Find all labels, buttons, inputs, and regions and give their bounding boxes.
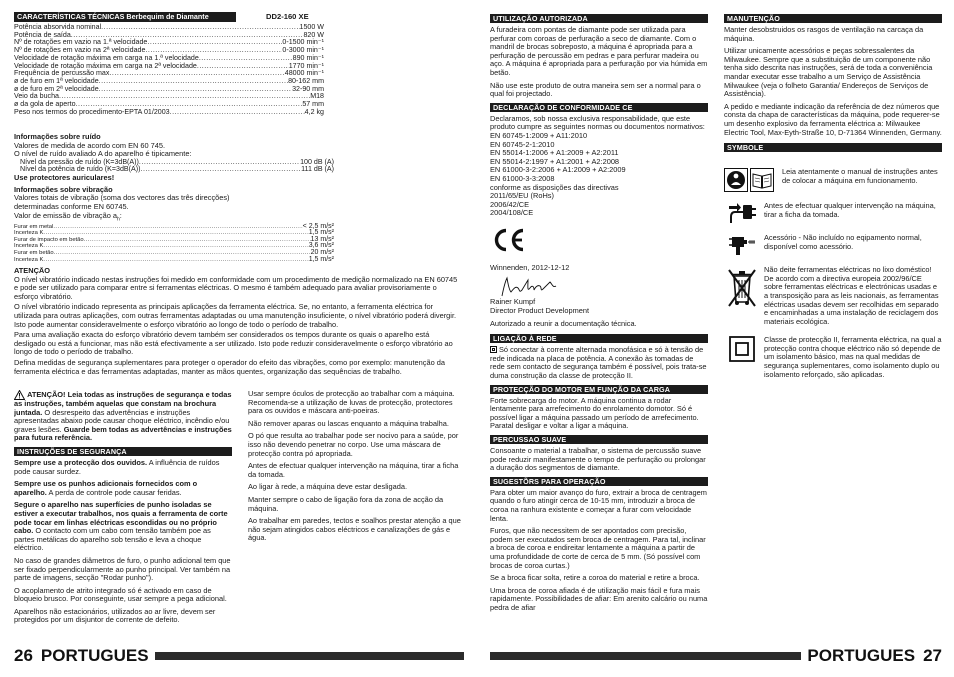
ce-standard-line: EN 60745-2-1:2010 bbox=[490, 139, 555, 149]
maintenance-header: MANUTENÇÃO bbox=[724, 14, 942, 23]
leader-dots bbox=[170, 109, 305, 117]
ce-standard-line: EN 61000-3-2:2006 + A1:2009 + A2:2009 bbox=[490, 165, 626, 175]
leader-dots bbox=[199, 55, 293, 63]
spec-row bbox=[14, 230, 334, 237]
maintenance-list bbox=[724, 26, 942, 137]
safety-list bbox=[14, 459, 232, 625]
spec-row bbox=[14, 250, 334, 257]
leader-dots bbox=[99, 86, 292, 94]
authorized-use-text-1: A furadeira com pontas de diamante pode ser utilizada para perfurar com coroas de perfuração a seco de diamante. Com o mandril de brocas sobreposto, a máquina é apropriada para a perfuração de percussão em pedras e para perfurar madeira ou aço. A máquina é apropriada para a perfuração por via húmida em betão. bbox=[490, 25, 708, 77]
operation-tip: Furos, que não necessitem de ser apontados com precisão, podem ser executados sem broca de centragem. Para tal, inclinar a broca de coroa e endireitar lentamente a máquina a partir de uma profundidade de corte de cerca de 5 mm. (Só possível com brocas de coroa curtas.) bbox=[490, 526, 706, 570]
left-lower-block bbox=[14, 133, 334, 263]
class-ii-small-icon bbox=[490, 346, 497, 353]
spec-row bbox=[14, 257, 334, 264]
row-label: Veio da bucha bbox=[14, 92, 59, 101]
row-value: 0-1500 min⁻¹ bbox=[282, 38, 324, 47]
safety-column-2 bbox=[248, 390, 464, 547]
protection-class-ii-icon bbox=[729, 336, 755, 362]
leader-dots bbox=[53, 224, 302, 231]
vibration-text-2: Valor de emissão de vibração $a_h$: bbox=[14, 210, 122, 223]
row-value: 111 dB (A) bbox=[301, 165, 334, 174]
row-label: Peso nos termos do procedimento-EPTA 01/2003 bbox=[14, 107, 170, 116]
row-value: 820 W bbox=[303, 30, 324, 39]
model-number: DD2-160 XE bbox=[266, 12, 309, 21]
row-label: Velocidade de rotação máxima em carga na 1.ª velocidade bbox=[14, 53, 199, 62]
symbol-accessory-text: Acessório - Não incluído no eqipamento normal, disponível como acessório. bbox=[764, 233, 922, 251]
ce-standard-line: EN 60745-1:2009 + A11:2010 bbox=[490, 130, 588, 140]
leader-dots bbox=[54, 250, 311, 257]
spec-table bbox=[14, 24, 324, 116]
page-number-left: 26 bbox=[14, 646, 33, 665]
safety-item: Não remover aparas ou lascas enquanto a máquina trabalha. bbox=[248, 418, 449, 428]
row-value: 3,6 m/s² bbox=[308, 242, 334, 250]
weee-bin-icon bbox=[727, 266, 757, 308]
accessory-icon bbox=[728, 234, 756, 256]
vibration-title: Informações sobre vibração bbox=[14, 184, 113, 194]
noise-text-2: O nível de ruído avaliado A do aparelho é tipicamente: bbox=[14, 149, 192, 159]
row-label: Nº de rotações em vazio na 1.ª velocidade bbox=[14, 38, 148, 47]
motor-protection-header: PROTECÇÃO DO MOTOR EM FUNÇÃO DA CARGA bbox=[490, 385, 708, 394]
ce-standard-line: EN 55014-1:2006 + A1:2009 + A2:2011 bbox=[490, 148, 619, 158]
row-value: 1,5 m/s² bbox=[308, 255, 334, 263]
signature-image bbox=[500, 276, 560, 298]
footer-rule-right bbox=[490, 652, 801, 660]
operation-tip: Uma broca de coroa afiada é de utilização mais fácil e fura mais rapidamente. Possibilidades de afiar: Em arenito calcário ou numa pedra de afiar bbox=[490, 585, 708, 612]
row-value: M18 bbox=[310, 92, 324, 101]
leader-dots bbox=[84, 237, 311, 244]
row-value: 13 m/s² bbox=[310, 235, 334, 243]
spec-row bbox=[14, 109, 324, 117]
spec-row bbox=[14, 237, 334, 244]
symbol-protection-class-text: Classe de protecção II, ferramenta eléctrica, na qual a protecção contra choque eléctrico não só depende de um isolamento básico, mas na qual medidas de segurança suplementares, como isolamento duplo ou isolamento reforçado, são aplicadas. bbox=[764, 335, 942, 379]
row-label: Furar de impacto em betão bbox=[14, 236, 84, 243]
signature bbox=[500, 276, 708, 298]
spec-row bbox=[14, 224, 334, 231]
safety-item: Segure o aparelho nas superfícies de punho isoladas se estiver a executar trabalhos, nos quais a ferramenta de corte pode tocar em linhas eléctricas escondidas ou no próprio cabo. O contacto com um cabo com tensão também poe as partes metálicas do aparelho sob tensão e leva a choque eléctrico. bbox=[14, 500, 228, 553]
row-label: Velocidade de rotação máxima em carga na 2ª velocidade bbox=[14, 61, 197, 70]
row-label: Nível da potência de ruído (K=3dB(A)) bbox=[20, 165, 141, 174]
row-label: Nº de rotações em vazio na 2ª velocidade bbox=[14, 46, 146, 55]
operation-tip: Para obter um maior avanço do furo, extrair a broca de centragem quando o furo atingir cerca de 10-15 mm, introduzir a broca de coroa na ranhura existente e começar a furar com velocidade lenta. bbox=[490, 487, 707, 523]
maintenance-paragraph: Utilizar unicamente acessórios e peças sobressalentes da Milwaukee. Sempre que a substituição de um componente não tenha sido descrita nas instruções, será de toda a conveniência mandar executar esse trabalho a um Serviço de Assistência Milwaukee (veja o folheto Garantia/ Endereços de Serviços de Assistência). bbox=[724, 46, 933, 99]
safety-item: Sempre use os punhos adicionais fornecidos com o aparelho. A perda de controle pode causar feridas. bbox=[14, 479, 198, 497]
leader-dots bbox=[101, 24, 299, 32]
operation-tips-list bbox=[490, 489, 708, 613]
row-value: 1770 min⁻¹ bbox=[288, 61, 324, 70]
safety-item: Sempre use a protecção dos ouvidos. A influência de ruídos pode causar surdez. bbox=[14, 457, 220, 476]
symbol-weee-text: Não deite ferramentas eléctricas no lixo doméstico! De acordo com a directiva europeia 2002/96/CE sobre ferramentas eléctricas e electrónicas usadas e a transposição para as leis nacionais, as ferramentas eléctricas usadas devem ser recolhidas em separado e encaminhadas a uma instalação de reciclagem dos materiais ecológica. bbox=[764, 265, 939, 326]
leader-dots bbox=[139, 159, 300, 167]
noise-table bbox=[14, 159, 334, 174]
leader-dots bbox=[43, 257, 308, 264]
footer-rule-left bbox=[155, 652, 464, 660]
row-label: Furar em metal bbox=[14, 223, 54, 230]
leader-dots bbox=[109, 70, 284, 78]
row-label: Potência de saída bbox=[14, 30, 71, 39]
symbol-read-manual bbox=[724, 168, 942, 192]
atencao-title: ATENÇÃO bbox=[14, 267, 50, 275]
spec-row bbox=[14, 86, 324, 94]
soft-impact-header: PERCUSSAO SUAVE bbox=[490, 435, 708, 444]
row-value: 1,5 m/s² bbox=[308, 229, 334, 237]
leader-dots bbox=[197, 63, 289, 71]
noise-protect: Use protectores auriculares! bbox=[14, 173, 115, 183]
symbol-protection-class bbox=[724, 336, 942, 379]
leader-dots bbox=[59, 93, 310, 101]
noise-title: Informações sobre ruído bbox=[14, 133, 101, 141]
safety-item: Usar sempre óculos de protecção ao trabalhar com a máquina. Recomenda-se a utilização de luvas de protecção, protectores para os ouvidos e máscara anti-poeiras. bbox=[248, 390, 455, 416]
ce-standard-line: conforme as disposições das directivas bbox=[490, 182, 619, 192]
authorized-use-header: UTILIZAÇÃO AUTORIZADA bbox=[490, 14, 708, 23]
symbols-list bbox=[724, 168, 942, 379]
mains-header: LIGAÇÃO À REDE bbox=[490, 334, 708, 343]
row-value: 80-162 mm bbox=[288, 76, 324, 85]
middle-column bbox=[490, 12, 708, 617]
ce-standard-line: EN 55014-2:1997 + A1:2001 + A2:2008 bbox=[490, 156, 620, 166]
row-label: Incerteza K bbox=[14, 256, 44, 263]
ce-date: Winnenden, 2012-12-12 bbox=[490, 262, 570, 272]
operation-tips-header: SUGESTÕRS PARA OPERAÇÃO bbox=[490, 477, 708, 486]
noise-text-1: Valores de medida de acordo com EN 60 745. bbox=[14, 140, 166, 150]
language-right: PORTUGUES bbox=[807, 646, 916, 665]
safety-item: O pó que resulta ao trabalhar pode ser nocivo para a saúde, por isso não devendo penetrar no corpo. Use uma máscara de protecção contra pó apropriada. bbox=[248, 431, 459, 458]
signer-role: Director Product Development bbox=[490, 306, 589, 316]
leader-dots bbox=[43, 230, 308, 237]
page-number-right: 27 bbox=[923, 646, 942, 665]
safety-item: O acoplamento de atrito integrado só é activado em caso de bloqueio brusco. Por conseguinte, usar sempre a pega adicional. bbox=[14, 585, 227, 604]
maintenance-paragraph: Manter desobstruidos os rasgos de ventilação na carcaça da máquina. bbox=[724, 25, 924, 43]
row-value: 32-90 mm bbox=[292, 84, 324, 93]
ce-standard-line: 2004/108/CE bbox=[490, 208, 534, 218]
row-value: 1500 W bbox=[299, 23, 324, 31]
row-value: 0-3000 min⁻¹ bbox=[282, 46, 324, 55]
row-value: < 2,5 m/s² bbox=[302, 222, 334, 230]
right-column bbox=[724, 12, 942, 389]
row-label: Nível da pressão de ruído (K=3dB(A)) bbox=[20, 157, 139, 166]
ce-standard-line: 2011/65/EU (RoHs) bbox=[490, 191, 554, 201]
ce-mark-icon bbox=[492, 228, 526, 252]
soft-impact-text: Consoante o material a trabalhar, o sistema de percussão suave pode reduzir manifestamente o tempo de perfuração ou prolongar a duração dos segmentos de diamante. bbox=[490, 446, 706, 473]
signer-name: Rainer Kumpf bbox=[490, 297, 536, 307]
safety-item: Ao trabalhar em paredes, tectos e soalhos prestar atenção a que não sejam atingidos cabos eléctricos e canalizações de gás e água. bbox=[248, 516, 461, 543]
authorized-use-text-2: Não use este produto de outra maneira sem ser a normal para o qual foi projectado. bbox=[490, 80, 701, 99]
spec-header: CARACTERÍSTICAS TÉCNICAS Berbequim de Diamante bbox=[14, 12, 236, 22]
symbol-weee bbox=[724, 266, 942, 326]
safety-item: Aparelhos não estacionários, utilizados ao ar livre, devem ser protegidos por um disjuntor de corrente de defeito. bbox=[14, 606, 216, 625]
vibration-table bbox=[14, 224, 334, 264]
leader-dots bbox=[147, 39, 282, 47]
safety-column bbox=[14, 390, 232, 629]
row-value: 48000 min⁻¹ bbox=[284, 69, 324, 78]
row-value: 57 mm bbox=[302, 100, 324, 109]
atencao-paragraph-2: O nível vibratório indicado representa as principais aplicações da ferramenta eléctrica. Se, no entanto, a ferramenta eléctrica for utilizada para outras aplicações, com outras ferramentas adaptadas ou uma manutenção insuficiente, o nível vibratório poderá divergir. Isto pode aumentar consideravelmente o esforço vibratório ao longo de todo o período de trabalho. bbox=[14, 302, 457, 329]
row-label: Furar em betão bbox=[14, 250, 54, 256]
left-page-column bbox=[14, 12, 464, 116]
row-label: ø de furo em 1ª velocidade bbox=[14, 76, 99, 85]
leader-dots bbox=[99, 78, 288, 86]
safety-item: No caso de grandes diâmetros de furo, o punho adicional tem que ser fixado perpendicularmente ao punho principal. Ver também na parte de imagens, secção "Rodar punho"). bbox=[14, 555, 231, 583]
symbol-read-manual-text: Leia atentamente o manual de instruções antes de colocar a máquina em funcionamento. bbox=[782, 167, 938, 185]
row-label: ø de furo em 2ª velocidade bbox=[14, 84, 99, 93]
maintenance-paragraph: A pedido e mediante indicação da referência de dez números que consta da chapa de características da máquina, pode requerer-se um desenho explosivo da ferramenta eléctrica a: Milwaukee Electric Tool, Max-Eyth-Straße 10, D-71364 Winnenden, Germany. bbox=[724, 101, 942, 137]
row-value: 890 min⁻¹ bbox=[292, 53, 324, 62]
read-manual-icon bbox=[724, 168, 776, 192]
left-footer bbox=[14, 646, 464, 665]
row-value: 100 dB (A) bbox=[300, 157, 334, 166]
right-footer bbox=[490, 646, 942, 665]
row-label: Incerteza K bbox=[14, 243, 44, 250]
atencao-paragraph-3: Para uma avaliação exacta do esforço vibratório devem também ser considerados os tempos durante os quais o aparelho está desligado ou está a funcionar, mas não está efectivamente a ser utilizado. Isto pode reduzir consideravelmente o esforço vibratório ao longo de todo o período de trabalho. bbox=[14, 330, 453, 357]
ce-mark bbox=[492, 228, 708, 258]
ce-standards-list bbox=[490, 132, 708, 218]
safety-item: Ao ligar à rede, a máquina deve estar desligada. bbox=[248, 482, 407, 492]
leader-dots bbox=[43, 243, 308, 250]
row-label: Incerteza K bbox=[14, 230, 44, 237]
row-label: Frequência de percussão max bbox=[14, 69, 110, 78]
operation-tip: Se a broca ficar solta, retire a coroa do material e retire a broca. bbox=[490, 573, 700, 583]
row-label: ø da gola de aperto bbox=[14, 100, 76, 109]
ce-standard-line: EN 61000-3-3:2008 bbox=[490, 173, 555, 183]
general-warning: ATENÇÃO! Leia todas as instruções de segurança e todas as instruções, também aquelas que constam na brochura juntada. O desrespeito das advertências e instruções apresentadas abaixo pode causar choque eléctrico, incêndio e/ou graves lesões. Guarde bem todas as advertências e instruções para futura referência. bbox=[14, 390, 232, 443]
leader-dots bbox=[140, 166, 301, 174]
safety-header: INSTRUÇÕES DE SEGURANÇA bbox=[14, 447, 232, 456]
row-value: 4,2 kg bbox=[304, 107, 324, 116]
safety-list-continued bbox=[248, 390, 464, 543]
symbol-accessory bbox=[724, 234, 942, 256]
ce-standard-line: 2006/42/CE bbox=[490, 199, 530, 209]
spec-row bbox=[14, 243, 334, 250]
atencao-block bbox=[14, 267, 462, 380]
motor-protection-text: Forte sobrecarga do motor. A máquina continua a rodar lentamente para arrefecimento do enrolamento domotor. Só é possível ligar a máquina passado um período de arrefecimento. Paratal desligar e voltar a ligar a máquina. bbox=[490, 395, 699, 431]
safety-item: Antes de efectuar qualquer intervenção na máquina, tirar a ficha da tomada. bbox=[248, 461, 459, 479]
ce-intro: Declaramos, sob nossa exclusiva responsabilidade, que este produto cumpre as seguintes normas ou documentos normativos: bbox=[490, 113, 705, 132]
spec-header-row bbox=[14, 12, 464, 22]
row-value: 20 m/s² bbox=[310, 249, 334, 256]
symbol-unplug bbox=[724, 202, 942, 224]
ce-authorization: Autorizado a reunir a documentação técnica. bbox=[490, 318, 637, 328]
ce-header: DECLARAÇÃO DE CONFORMIDADE CE bbox=[490, 103, 708, 112]
symbols-header: SYMBOLE bbox=[724, 143, 942, 152]
safety-item: Manter sempre o cabo de ligação fora da zona de acção da máquina. bbox=[248, 494, 444, 513]
mains-text: Só conectar à corrente alternada monofásica e só à tensão de rede indicada na placa de potência. A conexão às tomadas de rede sem contacto de segurança também é possível, pois trata-se duma construção da classe de protecção II. bbox=[490, 345, 707, 381]
row-label: Potência absorvida nominal bbox=[14, 23, 102, 31]
language-left: PORTUGUES bbox=[40, 646, 149, 665]
symbol-unplug-text: Antes de efectuar qualquer intervenção na máquina, tirar a ficha da tomada. bbox=[764, 201, 936, 219]
vibration-text-1: Valores totais de vibração (soma dos vectores das três direcções) determinadas conforme EN 60745. bbox=[14, 193, 230, 211]
atencao-paragraph-4: Defina medidas de segurança suplementares para proteger o operador do efeito das vibrações, como por exemplo: manutenção da ferramenta eléctrica e das ferramentas adaptadas, manter as mãos quentes, organização das sequências de trabalho. bbox=[14, 357, 445, 376]
unplug-icon bbox=[727, 202, 757, 224]
atencao-paragraph-1: O nível vibratório indicado nestas instruções foi medido em conformidade com um procedimento de medição normalizado na EN 60745 e pode ser utilizado para comparar entre si ferramentas eléctricas. O mesmo é também adequado para avaliar provisoriamente o esforço vibratório. bbox=[14, 274, 458, 301]
